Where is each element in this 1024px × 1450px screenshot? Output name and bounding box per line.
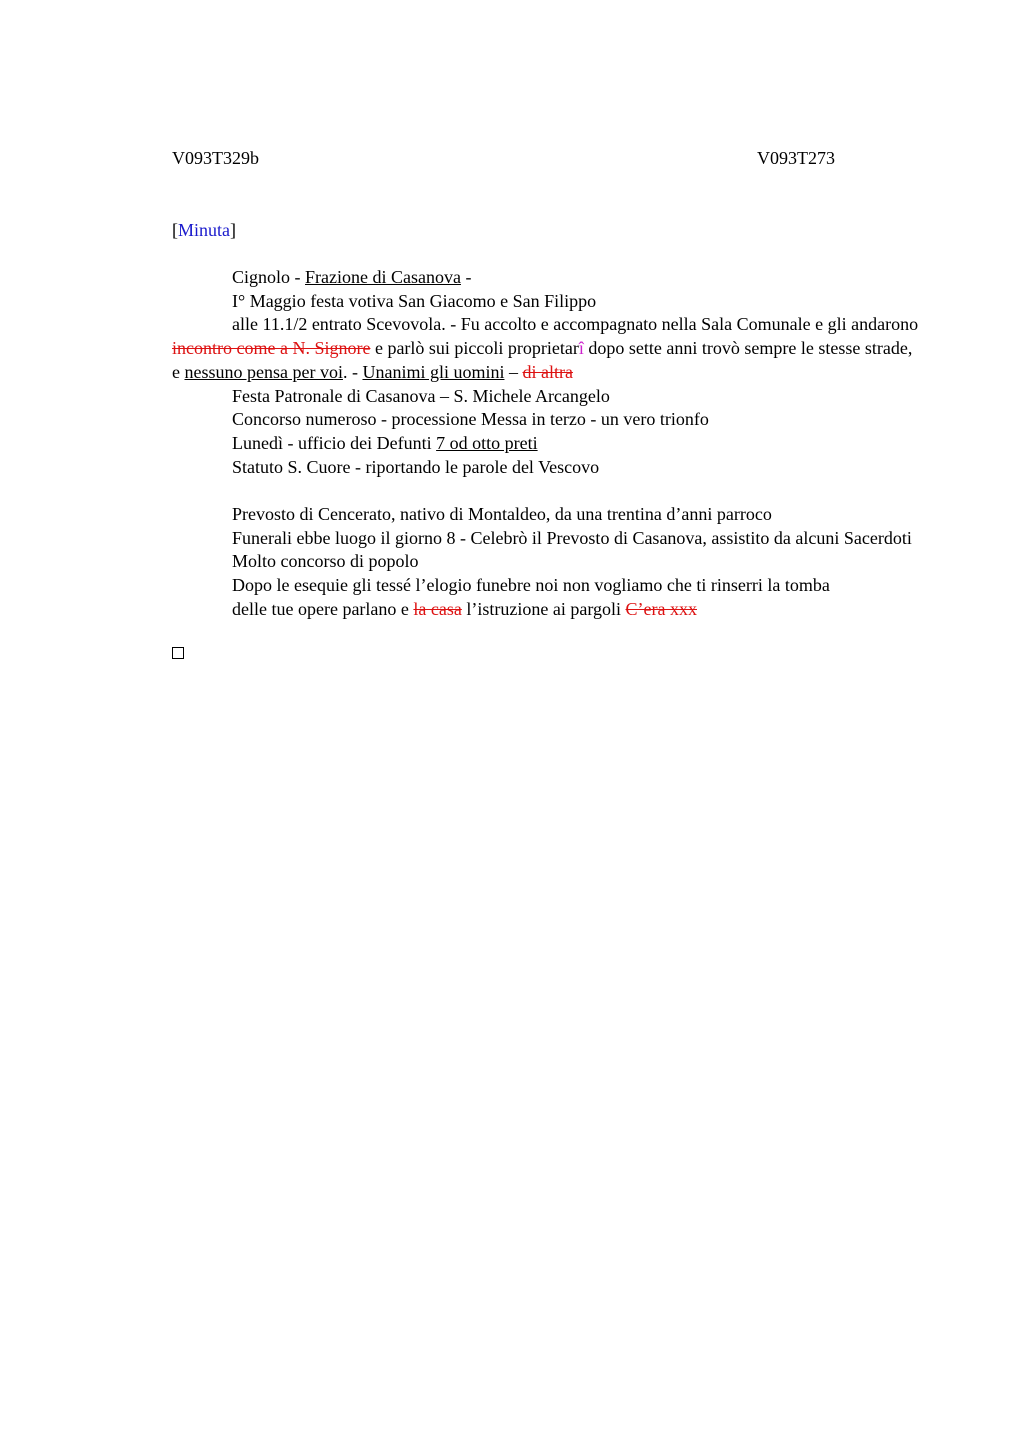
text-run: . - [342,361,363,382]
underlined-text: Frazione di Casanova [305,267,461,287]
text-run: I° Maggio festa votiva San Giacomo e San Filippo [232,290,597,311]
text-run: - [460,267,472,287]
text-run: Festa Patronale di Casanova – S. Michele Arcangelo [232,385,610,406]
deleted-text: di altra [522,361,573,382]
paragraph-festa-patronale [172,385,922,409]
text-run: e parlò sui piccoli proprietar [370,338,579,359]
label-word: Minuta [178,220,230,240]
paragraph-opere [172,598,922,622]
paragraph-gap [172,479,922,503]
underlined-text: 7 od otto preti [436,432,538,453]
paragraph-molto-concorso [172,550,922,574]
paragraph-maggio [172,290,922,314]
paragraph-lunedi [172,432,922,456]
transcription-body [172,266,922,622]
underlined-text: Unanimi gli uomini [362,361,505,382]
deleted-text: C’era xxx [625,598,697,619]
paragraph-esequie [172,574,922,598]
label-open-bracket: [ [172,220,178,240]
text-run: Molto concorso di popolo [232,551,419,572]
deleted-text: la casa [413,598,462,619]
label-close-bracket: ] [230,220,236,240]
minuta-label [172,218,236,242]
text-run: Prevosto di Cencerato, nativo di Montaldeo, da una trentina d’anni parroco [232,504,772,525]
underlined-text: nessuno pensa per voi [184,361,343,382]
text-run: Cignolo - [232,267,306,287]
text-run: Concorso numeroso - processione Messa in terzo - un vero trionfo [232,409,709,430]
text-run: Lunedì - ufficio dei Defunti [232,432,437,453]
deleted-text: incontro come a N. Signore [172,338,371,359]
paragraph-concorso [172,408,922,432]
document-code-right: V093T273 [757,148,835,168]
text-run: Funerali ebbe luogo il giorno 8 - Celebrò il Prevosto di Casanova, assistito da alcuni Sacerdoti [232,527,912,548]
text-run: delle tue opere parlano e [232,598,414,619]
highlighted-character: î [578,338,584,359]
text-run: dopo sette anni trovò sempre le stesse strade, e [172,338,913,382]
text-run: Dopo le esequie gli tessé l’elogio funebre noi non vogliamo che ti rinserri la tomba [232,575,830,596]
document-code-left: V093T329b [172,148,259,168]
paragraph-prevosto [172,503,922,527]
checkbox-icon[interactable] [172,647,184,659]
paragraph-cignolo [172,266,922,290]
paragraph-statuto [172,456,922,480]
text-run: – [504,361,523,382]
paragraph-scevovola [172,313,922,384]
text-run: l’istruzione ai pargoli [461,598,626,619]
text-run: Statuto S. Cuore - riportando le parole del Vescovo [232,456,600,477]
text-run: alle 11.1/2 entrato Scevovola. - Fu accolto e accompagnato nella Sala Comunale e gli andarono [232,314,919,335]
paragraph-funerali [172,527,922,551]
